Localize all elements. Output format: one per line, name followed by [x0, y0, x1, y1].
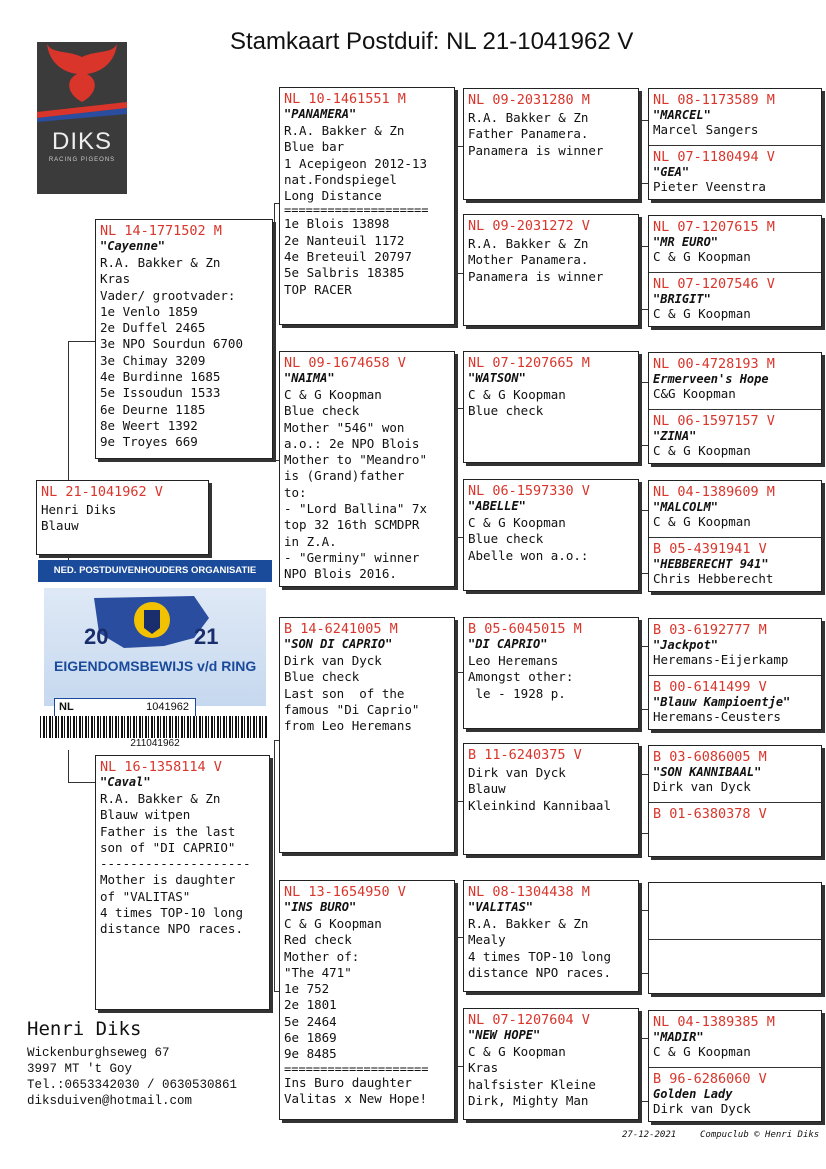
pigeon-name: "MARCEL" [653, 108, 711, 122]
fmf-box[interactable] [463, 351, 639, 463]
detail-line: a.o.: 2e NPO Blois [284, 435, 420, 451]
detail-line: - "Lord Ballina" 7x [284, 501, 427, 517]
owner: Dirk van Dyck [653, 1101, 751, 1116]
gg-dam[interactable] [649, 1067, 821, 1122]
ring-number: NL 13-1654950 V [284, 884, 406, 900]
logo-brand: DIKS [51, 128, 112, 155]
mff-box[interactable] [463, 617, 639, 729]
pigeon-name: "MALCOLM" [653, 500, 719, 514]
detail-line: R.A. Bakker & Zn [100, 255, 221, 270]
gg-pair-6[interactable] [648, 882, 822, 994]
detail-line: Blauw [41, 518, 79, 534]
country-code: NL [59, 701, 74, 713]
ring-number: NL 14-1771502 M [100, 223, 222, 239]
owner-email[interactable]: diksduiven@hotmail.com [27, 1094, 193, 1108]
owner-phone: Tel.:0653342030 / 0630530861 [27, 1078, 238, 1092]
details [464, 234, 638, 285]
pigeon-name: "PANAMERA" [284, 107, 357, 121]
gg-pair-0[interactable] [648, 88, 822, 200]
ring-number [649, 883, 821, 886]
page-title: Stamkaart Postduif: NL 21-1041962 V [230, 28, 634, 55]
detail-line: 2e Duffel 2465 [100, 320, 206, 336]
pigeon-name: "Cayenne" [100, 239, 166, 253]
detail-line: C & G Koopman [284, 387, 382, 402]
ffm-box[interactable] [463, 214, 639, 326]
ring-number: B 03-6086005 M [653, 749, 767, 765]
owner: C&G Koopman [653, 386, 736, 401]
detail-line: nat.Fondspiegel [284, 171, 397, 187]
details [464, 513, 638, 564]
detail-line: 4e Breteuil 20797 [284, 249, 412, 265]
detail-line: R.A. Bakker & Zn [100, 791, 221, 806]
ring-number: NL 07-1207665 M [468, 355, 590, 371]
detail-line: Panamera is winner [468, 268, 604, 284]
gg-pair-3[interactable] [648, 480, 822, 592]
gg-dam[interactable] [649, 409, 821, 464]
detail-line: C & G Koopman [468, 1044, 566, 1059]
details [280, 651, 454, 734]
owner: C & G Koopman [653, 249, 751, 264]
ring-number: NL 08-1304438 M [468, 884, 590, 900]
ring-number: NL 10-1461551 M [284, 91, 406, 107]
ring-number: B 01-6380378 V [653, 806, 767, 822]
gg-pair-2[interactable] [648, 352, 822, 464]
netherlands-map-icon [44, 588, 266, 706]
details [280, 121, 454, 298]
ring-number: NL 21-1041962 V [41, 484, 163, 500]
mother-box[interactable] [95, 755, 270, 1010]
detail-line: R.A. Bakker & Zn [284, 123, 405, 138]
footer-date: 27-12-2021 [622, 1130, 677, 1140]
ff-box[interactable] [279, 87, 455, 325]
detail-line: C & G Koopman [284, 916, 382, 931]
detail-line: TOP RACER [284, 281, 352, 297]
gg-dam[interactable] [649, 802, 821, 857]
ring-number: B 11-6240375 V [468, 747, 582, 763]
detail-line: distance NPO races. [100, 921, 243, 937]
fm-box[interactable] [279, 351, 455, 587]
gg-pair-5[interactable] [648, 745, 822, 857]
owner: C & G Koopman [653, 1044, 751, 1059]
detail-line: 2e Nanteuil 1172 [284, 232, 405, 248]
footer-credit: Compuclub © Henri Diks [700, 1130, 820, 1140]
gg-dam[interactable] [649, 537, 821, 592]
detail-line: in Z.A. [284, 533, 337, 549]
detail-line: Valitas x New Hope! [284, 1090, 427, 1106]
detail-line: Henri Diks [41, 502, 117, 517]
detail-line: Blue check [284, 669, 360, 685]
detail-line: R.A. Bakker & Zn [468, 236, 589, 251]
detail-line: is (Grand)father [284, 468, 405, 484]
ring-number: NL 00-4728193 M [653, 356, 775, 372]
gg-sire[interactable] [649, 1011, 821, 1067]
details [464, 763, 638, 814]
ring-number [649, 940, 821, 943]
detail-line: 3e Chimay 3209 [100, 352, 206, 368]
owner: Heremans-Ceusters [653, 709, 781, 724]
card-year-left: 20 [84, 624, 109, 649]
detail-line: "The 471" [284, 964, 352, 980]
pigeon-name: "WATSON" [468, 371, 526, 385]
detail-line: 6e Deurne 1185 [100, 401, 206, 417]
detail-line: Leo Heremans [468, 653, 559, 668]
details [96, 789, 269, 938]
ring-number: NL 07-1180494 V [653, 149, 775, 165]
detail-line: Red check [284, 932, 352, 948]
mfm-box[interactable] [463, 743, 639, 855]
detail-line: 1 Acepigeon 2012-13 [284, 155, 427, 171]
gg-dam[interactable] [649, 272, 821, 327]
details [37, 500, 208, 535]
ring-number: B 05-6045015 M [468, 621, 582, 637]
detail-line: 1e Venlo 1859 [100, 303, 198, 319]
pigeon-name: "Caval" [100, 775, 151, 789]
details [280, 385, 454, 583]
detail-line: 3e NPO Sourdun 6700 [100, 336, 243, 352]
detail-line: 4 times TOP-10 long [100, 905, 243, 921]
detail-line: of "VALITAS" [100, 888, 191, 904]
pigeon-name: "Jackpot" [653, 638, 719, 652]
detail-line: Blue check [468, 531, 544, 547]
detail-line: top 32 16th SCMDPR [284, 517, 420, 533]
subject-box[interactable] [36, 480, 209, 555]
owner: Marcel Sangers [653, 122, 759, 137]
gg-pair-7[interactable] [648, 1010, 822, 1122]
pigeon-name: "MADIR" [653, 1030, 704, 1044]
pigeon-name: Golden Lady [653, 1087, 733, 1101]
father-box[interactable] [95, 219, 273, 459]
detail-line: Dirk van Dyck [284, 653, 382, 668]
gg-dam[interactable] [649, 675, 821, 730]
barcode-number: 211041962 [130, 738, 180, 749]
pigeon-name: "NAIMA" [284, 371, 335, 385]
detail-line: 4 times TOP-10 long [468, 948, 611, 964]
ring-number: NL 06-1597157 V [653, 413, 775, 429]
detail-line: Mother is daughter [100, 872, 236, 888]
pigeon-name: "Blauw Kampioentje" [653, 695, 791, 709]
gg-sire[interactable] [649, 619, 821, 675]
detail-line: 1e Blois 13898 [284, 216, 390, 232]
mf-box[interactable] [279, 617, 455, 853]
detail-line: Dirk, Mighty Man [468, 1092, 589, 1108]
detail-line: Mother of: [284, 948, 360, 964]
detail-line: Blauw witpen [100, 807, 191, 823]
detail-line: 2e 1801 [284, 997, 337, 1013]
pigeon-name: "VALITAS" [468, 900, 534, 914]
detail-line: Blue bar [284, 139, 345, 155]
detail-line: Kleinkind Kannibaal [468, 797, 611, 813]
gg-sire[interactable] [649, 353, 821, 409]
owner: Chris Hebberecht [653, 571, 774, 586]
owner: C & G Koopman [653, 306, 751, 321]
ring-number: NL 07-1207615 M [653, 219, 775, 235]
detail-line: 4e Burdinne 1685 [100, 369, 221, 385]
detail-line: R.A. Bakker & Zn [468, 916, 589, 931]
ring-number: NL 04-1389385 M [653, 1014, 775, 1030]
separator: ==================== [284, 1061, 429, 1076]
gg-dam[interactable] [649, 939, 821, 994]
details [96, 253, 272, 451]
ring-number: B 03-6192777 M [653, 622, 767, 638]
detail-line: Mother Panamera. [468, 252, 589, 268]
gg-sire[interactable] [649, 89, 821, 145]
detail-line: 9e Troyes 669 [100, 434, 198, 450]
gg-sire[interactable] [649, 883, 821, 939]
owner-address: Wickenburghseweg 67 [27, 1046, 170, 1060]
detail-line: le - 1928 p. [468, 685, 566, 701]
ring-number: NL 06-1597330 V [468, 483, 590, 499]
ring-number: NL 04-1389609 M [653, 484, 775, 500]
card-year-right: 21 [194, 624, 219, 649]
detail-line: R.A. Bakker & Zn [468, 110, 589, 125]
owner: C & G Koopman [653, 514, 751, 529]
detail-line: Kras [100, 271, 131, 287]
detail-line: 9e 8485 [284, 1046, 337, 1062]
pigeon-name: "NEW HOPE" [468, 1028, 541, 1042]
owner: C & G Koopman [653, 443, 751, 458]
details [464, 108, 638, 159]
pigeon-name: "MR EURO" [653, 235, 719, 249]
details [464, 385, 638, 420]
detail-line: halfsister Kleine [468, 1076, 596, 1092]
details [464, 1042, 638, 1109]
detail-line: Long Distance [284, 188, 382, 204]
gg-pair-4[interactable] [648, 618, 822, 730]
separator: ==================== [284, 203, 429, 218]
detail-line: -------------------- [100, 856, 251, 872]
logo-tagline: RACING PIGEONS [48, 157, 116, 163]
detail-line: Panamera is winner [468, 142, 604, 158]
fmm-box[interactable] [463, 479, 639, 591]
detail-line: 5e 2464 [284, 1013, 337, 1029]
ring-number: B 00-6141499 V [653, 679, 767, 695]
card-body [44, 588, 266, 713]
gg-sire[interactable] [649, 746, 821, 802]
pigeon-name: Ermerveen's Hope [653, 372, 769, 386]
detail-line: Amongst other: [468, 669, 574, 685]
ring-number: NL 16-1358114 V [100, 759, 222, 775]
ring-number: NL 08-1173589 M [653, 92, 775, 108]
detail-line: Mother to "Meandro" [284, 452, 427, 468]
detail-line: Blauw [468, 781, 506, 797]
detail-line: Blue check [284, 403, 360, 419]
pigeon-name: "DI CAPRIO" [468, 637, 548, 651]
detail-line: - "Germiny" winner [284, 549, 420, 565]
ring-number: B 05-4391941 V [653, 541, 767, 557]
ring-number: NL 07-1207604 V [468, 1012, 590, 1028]
diks-logo [37, 42, 127, 194]
pigeon-name: "ABELLE" [468, 499, 526, 513]
pigeon-name: "INS BURO" [284, 900, 357, 914]
gg-pair-1[interactable] [648, 215, 822, 327]
detail-line: 5e Salbris 18385 [284, 265, 405, 281]
ring-number: NL 09-2031280 M [468, 92, 590, 108]
pigeon-name: "ZINA" [653, 429, 697, 443]
owner: Pieter Veenstra [653, 179, 766, 194]
owner: Dirk van Dyck [653, 779, 751, 794]
details [464, 914, 638, 981]
mmm-box[interactable] [463, 1008, 639, 1120]
ring-number: NL 07-1207546 V [653, 276, 775, 292]
detail-line: Last son of the [284, 685, 405, 701]
barcode [40, 716, 268, 738]
ring-number: NL 09-1674658 V [284, 355, 406, 371]
details [280, 914, 454, 1107]
ownership-card [38, 560, 272, 750]
pigeon-name: "HEBBERECHT 941" [653, 557, 769, 571]
pigeon-name: "SON KANNIBAAL" [653, 765, 762, 779]
fff-box[interactable] [463, 88, 639, 200]
card-header: NED. POSTDUIVENHOUDERS ORGANISATIE [38, 560, 272, 582]
detail-line: Mealy [468, 932, 506, 948]
mmf-box[interactable] [463, 880, 639, 992]
detail-line: 5e Issoudun 1533 [100, 385, 221, 401]
ring-number: NL 09-2031272 V [468, 218, 590, 234]
mm-box[interactable] [279, 880, 455, 1120]
card-label: EIGENDOMSBEWIJS v/d RING [54, 658, 257, 674]
detail-line: Abelle won a.o.: [468, 547, 589, 563]
detail-line: Father is the last [100, 823, 236, 839]
ring-no: 1041962 [146, 701, 189, 713]
ring-field [54, 698, 196, 718]
detail-line: Mother "546" won [284, 419, 405, 435]
pigeon-name: "SON DI CAPRIO" [284, 637, 393, 651]
detail-line: Blue check [468, 403, 544, 419]
detail-line: C & G Koopman [468, 515, 566, 530]
details [464, 651, 638, 702]
detail-line: to: [284, 484, 307, 500]
detail-line: Dirk van Dyck [468, 765, 566, 780]
gg-dam[interactable] [649, 145, 821, 200]
ring-number: B 14-6241005 M [284, 621, 398, 637]
owner-city: 3997 MT 't Goy [27, 1062, 133, 1076]
detail-line: 8e Weert 1392 [100, 417, 198, 433]
detail-line: Ins Buro daughter [284, 1074, 412, 1090]
detail-line: 6e 1869 [284, 1030, 337, 1046]
detail-line: son of "DI CAPRIO" [100, 839, 236, 855]
ring-number: B 96-6286060 V [653, 1071, 767, 1087]
gg-sire[interactable] [649, 216, 821, 272]
owner-name: Henri Diks [27, 1018, 142, 1040]
detail-line: Father Panamera. [468, 126, 589, 142]
detail-line: NPO Blois 2016. [284, 566, 397, 582]
bird-icon [37, 42, 127, 122]
detail-line: Kras [468, 1060, 499, 1076]
detail-line: distance NPO races. [468, 964, 611, 980]
detail-line: famous "Di Caprio" [284, 701, 420, 717]
detail-line: C & G Koopman [468, 387, 566, 402]
detail-line: 1e 752 [284, 981, 330, 997]
detail-line: from Leo Heremans [284, 718, 412, 734]
gg-sire[interactable] [649, 481, 821, 537]
owner: Heremans-Eijerkamp [653, 652, 789, 667]
pigeon-name: "GEA" [653, 165, 690, 179]
pigeon-name: "BRIGIT" [653, 292, 711, 306]
detail-line: Vader/ grootvader: [100, 287, 236, 303]
